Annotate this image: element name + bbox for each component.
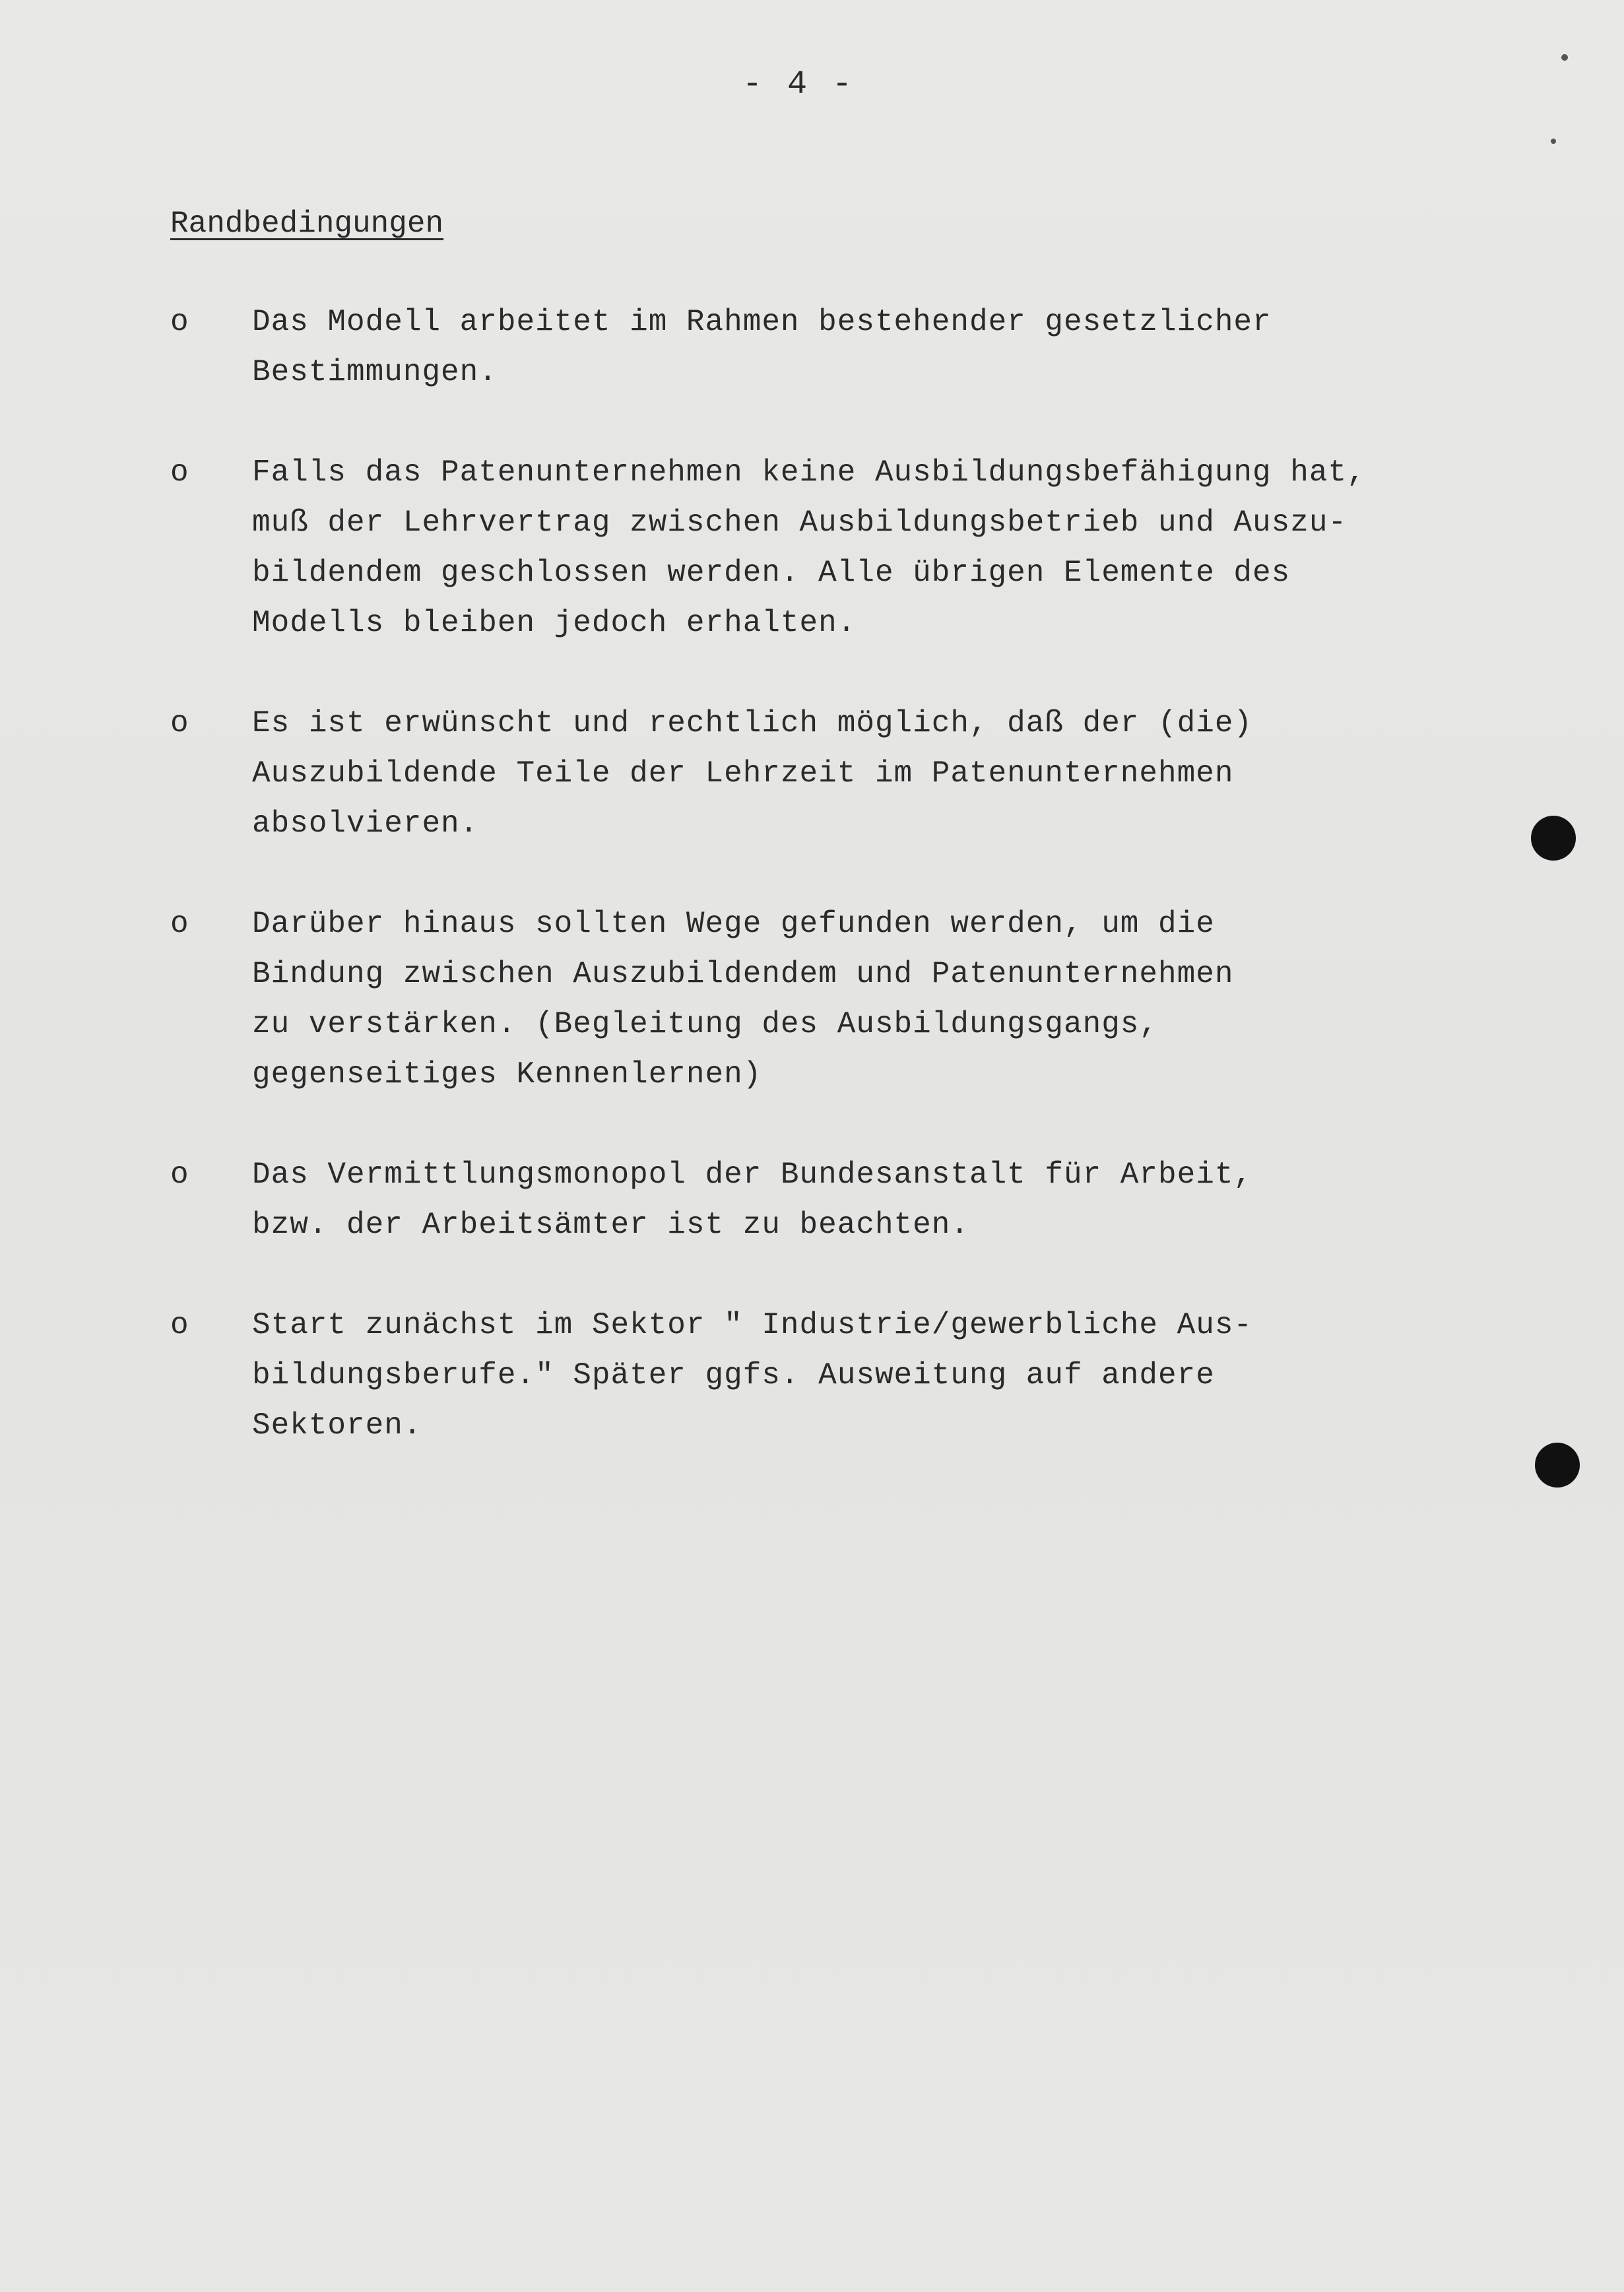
scan-speck <box>1551 139 1556 144</box>
bullet-marker: o <box>170 706 189 740</box>
list-item <box>170 698 1490 849</box>
scan-speck <box>1561 54 1568 61</box>
section-heading: Randbedingungen <box>170 207 444 241</box>
list-item-text: Das Modell arbeitet im Rahmen bestehender gesetzlicher Bestimmungen. <box>252 305 1272 389</box>
list-item-text: Start zunächst im Sektor " Industrie/gewerbliche Aus- bildungsberufe." Später ggfs. Ausweitung auf andere Sektoren. <box>252 1308 1253 1443</box>
bullet-marker: o <box>170 305 189 339</box>
list-item <box>170 297 1490 397</box>
punch-hole-top <box>1531 816 1576 861</box>
list-item-text: Es ist erwünscht und rechtlich möglich, daß der (die) Auszubildende Teile der Lehrzeit im Patenunternehmen absolvieren. <box>252 706 1253 841</box>
list-item <box>170 1150 1490 1250</box>
list-item-text: Darüber hinaus sollten Wege gefunden werden, um die Bindung zwischen Auszubildendem und Patenunternehmen zu verstärken. (Begleitung des Ausbildungsgangs, gegenseitiges Kennenlernen) <box>252 907 1234 1092</box>
bullet-marker: o <box>170 907 189 941</box>
list-item <box>170 899 1490 1099</box>
list-item <box>170 1300 1490 1451</box>
bullet-marker: o <box>170 1158 189 1192</box>
page-number: - 4 - <box>742 66 855 104</box>
bullet-marker: o <box>170 1308 189 1342</box>
list-item <box>170 447 1490 648</box>
bullet-marker: o <box>170 455 189 490</box>
list-item-text: Das Vermittlungsmonopol der Bundesanstalt für Arbeit, bzw. der Arbeitsämter ist zu beachten. <box>252 1158 1253 1242</box>
punch-hole-bottom <box>1535 1443 1580 1488</box>
list-item-text: Falls das Patenunternehmen keine Ausbildungsbefähigung hat, muß der Lehrvertrag zwischen Ausbildungsbetrieb und Auszu- bildendem geschlossen werden. Alle übrigen Elemente des Modells bleiben jedoch erhalten. <box>252 455 1366 640</box>
conditions-list <box>170 297 1490 1451</box>
